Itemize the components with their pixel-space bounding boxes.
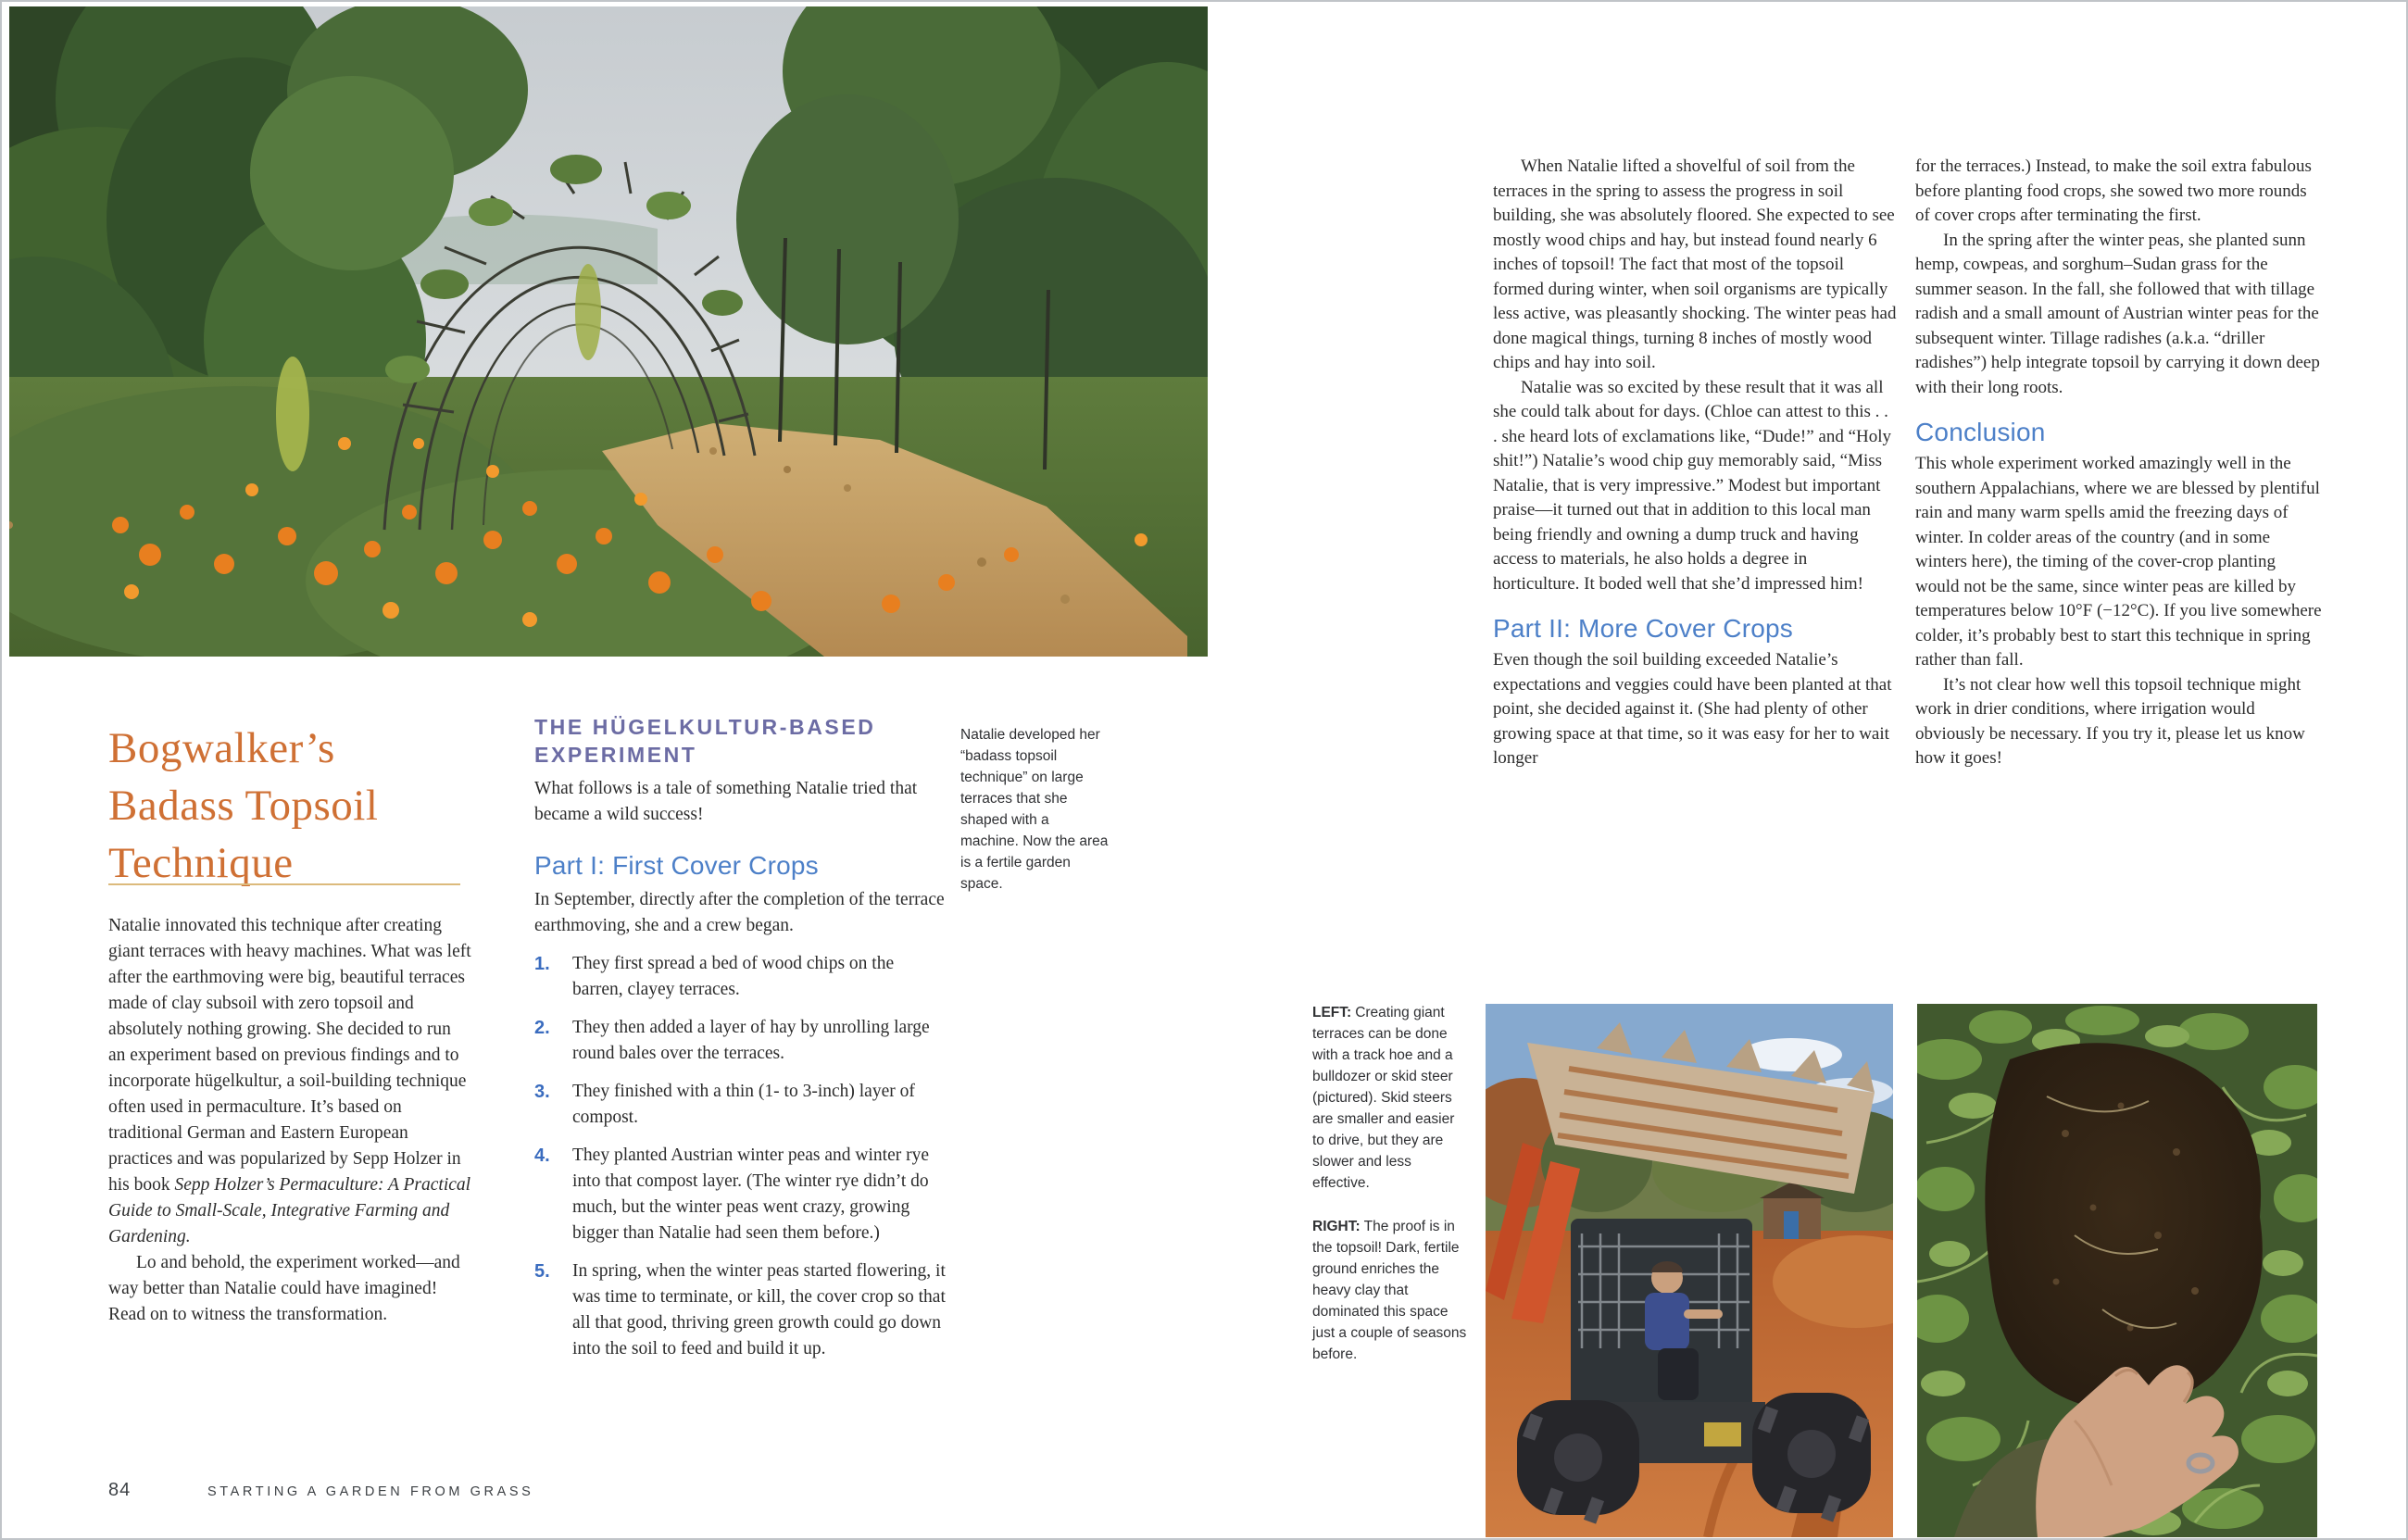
page-number: 84 — [108, 1480, 132, 1500]
book-title-italic: Sepp Holzer’s Permaculture: A Practical Guide to Small-Scale, Integrative Farming and Gardening. — [108, 1175, 471, 1246]
caption-label: RIGHT: — [1312, 1219, 1361, 1234]
list-item — [534, 1079, 947, 1131]
conclusion-heading: Conclusion — [1915, 418, 2046, 446]
intro-paragraph-1-text: Natalie innovated this technique after creating giant terraces with heavy machines. What was left after the earthmoving were big, beautiful terraces made of clay subsoil with zero topsoil and absolutely nothing growing. She decided to run an experiment based on previous findings and to incorporate hügelkultur, a soil-building technique often used in permaculture. It’s based on traditional German and Eastern European practices and was popularized by Sepp Holzer in his book — [108, 916, 471, 1195]
hero-garden-photo — [9, 6, 1208, 657]
list-item-text: They finished with a thin (1- to 3-inch) layer of compost. — [572, 1082, 915, 1127]
list-item-number: 5. — [534, 1261, 550, 1282]
list-item-text: They then added a layer of hay by unrolling large round bales over the terraces. — [572, 1018, 930, 1063]
caption-text: The proof is in the topsoil! Dark, fertile ground enriches the heavy clay that dominated this space just a couple of seasons before. — [1312, 1219, 1467, 1362]
title-line-1: Bogwalker’s — [108, 724, 335, 773]
part2-heading: Part II: More Cover Crops — [1493, 614, 1793, 643]
title-line-3: Technique — [108, 839, 294, 888]
skid-steer-photo — [1486, 1004, 1893, 1537]
experiment-column — [534, 713, 947, 1362]
title-divider-rule — [108, 883, 460, 885]
paragraph: Even though the soil building exceeded Natalie’s expectations and veggies could have been planted at that point, she decided against it. (She had plenty of other growing space at that time, so it was easy for her to wait longer — [1493, 650, 1892, 768]
list-item-number: 4. — [534, 1146, 550, 1166]
section-heading: THE HÜGELKULTUR-BASED EXPERIMENT — [534, 715, 876, 767]
list-item-number: 3. — [534, 1082, 550, 1102]
intro-paragraph-1 — [108, 913, 471, 1250]
list-item-number: 1. — [534, 954, 550, 974]
list-item — [534, 1143, 947, 1246]
title-line-2: Badass Topsoil — [108, 782, 379, 831]
paragraph: This whole experiment worked amazingly well in the southern Appalachians, where we are blessed by plentiful rain and many warm spells amid the freezing days of winter. In colder areas of the country (and in some winters here), the timing of the cover-crop planting would not be the same, since winter peas are killed by temperatures below 10°F (−12°C). If you live somewhere colder, it’s probably best to start this technique in spring rather than fall. — [1915, 454, 2322, 670]
paragraph: Natalie was so excited by these result that it was all she could talk about for days. (Chloe can attest to this . . . she heard lots of exclamations like, “Dude!” and “Holy shit!”) Natalie’s wood chip guy memorably said, “Miss Natalie, that is very impressive.” Modest but important praise—it turned out that in addition to this local man being friendly and owning a dump truck and having access to materials, he also holds a degree in horticulture. It boded well that she’d impressed him! — [1493, 377, 1891, 594]
list-item — [534, 1015, 947, 1067]
right-column-2 — [1915, 155, 2323, 771]
paragraph: In the spring after the winter peas, she planted sunn hemp, cowpeas, and sorghum–Sudan grass for the summer season. In the fall, she followed that with tillage radish and a small amount of Austrian winter peas for the subsequent winter. Tillage radishes (a.k.a. “driller radishes”) help integrate topsoil by carrying it down deep with their long roots. — [1915, 230, 2320, 397]
intro-paragraph-2: Lo and behold, the experiment worked—and way better than Natalie could have imagined! Read on to witness the transformation. — [108, 1253, 460, 1324]
right-column-1 — [1493, 155, 1897, 771]
bottom-photo-captions — [1312, 1002, 1468, 1387]
left-intro-column — [108, 913, 471, 1328]
caption-left-photo — [1312, 1002, 1468, 1194]
list-item-text: They first spread a bed of wood chips on the barren, clayey terraces. — [572, 954, 895, 999]
part1-lead: In September, directly after the completion of the terrace earthmoving, she and a crew began. — [534, 890, 945, 935]
list-item-text: They planted Austrian winter peas and winter rye into that compost layer. (The winter rye didn’t do much, but the winter peas went crazy, growing bigger than Natalie had seen them before.) — [572, 1146, 930, 1243]
list-item-number: 2. — [534, 1018, 550, 1038]
part1-heading: Part I: First Cover Crops — [534, 851, 819, 880]
list-item — [534, 951, 947, 1003]
running-title: STARTING A GARDEN FROM GRASS — [207, 1484, 534, 1499]
hero-photo-caption: Natalie developed her “badass topsoil technique” on large terraces that she shaped with a machine. Now the area is a fertile garden space. — [960, 727, 1109, 892]
article-title — [108, 720, 497, 892]
caption-label: LEFT: — [1312, 1005, 1352, 1020]
topsoil-hand-photo — [1917, 1004, 2317, 1537]
paragraph: It’s not clear how well this topsoil technique might work in drier conditions, where irrigation would obviously be necessary. If you try it, please let us know how it goes! — [1915, 674, 2305, 768]
section-intro: What follows is a tale of something Natalie tried that became a wild success! — [534, 779, 918, 824]
list-item-text: In spring, when the winter peas started flowering, it was time to terminate, or kill, the cover crop so that all that good, thriving green growth could go down into the soil to feed and build it up. — [572, 1261, 946, 1358]
caption-text: Creating giant terraces can be done with a track hoe and a bulldozer or skid steer (pictured). Skid steers are smaller and easier to drive, but they are slower and less effective. — [1312, 1005, 1455, 1191]
paragraph: for the terraces.) Instead, to make the soil extra fabulous before planting food crops, she sowed two more rounds of cover crops after terminating the first. — [1915, 157, 2312, 225]
paragraph: When Natalie lifted a shovelful of soil from the terraces in the spring to assess the progress in soil building, she was absolutely floored. She expected to see mostly wood chips and hay, but instead found nearly 6 inches of topsoil! The fact that most of the topsoil formed during winter, when soil organisms are typically less active, was pleasantly shocking. The winter peas had done magical things, turning 8 inches of mostly wood chips and hay into soil. — [1493, 157, 1897, 372]
caption-right-photo — [1312, 1216, 1468, 1365]
numbered-steps-list — [534, 951, 947, 1362]
list-item — [534, 1258, 947, 1362]
